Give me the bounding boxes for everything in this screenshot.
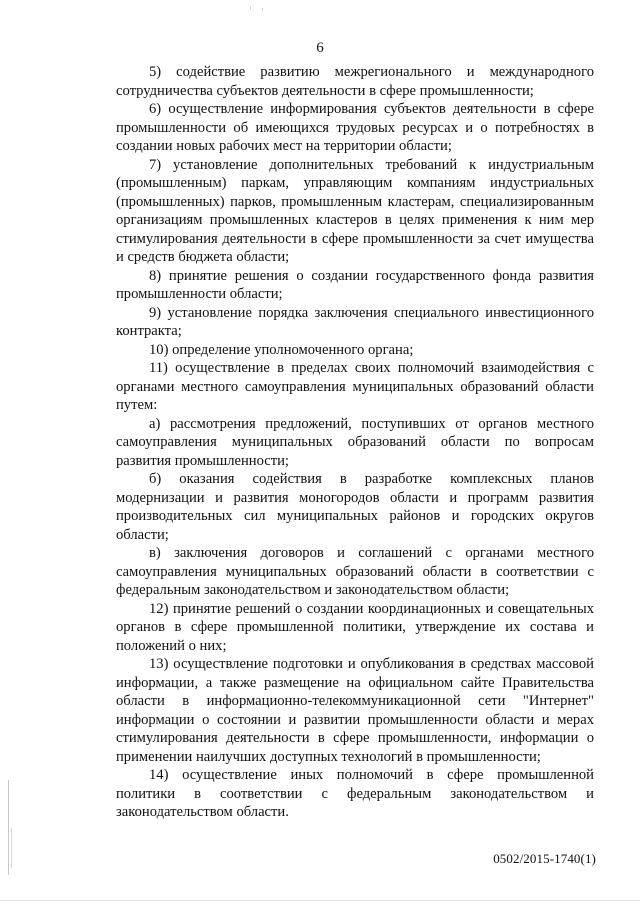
paragraph-item-7: 7) установление дополнительных требований к индустриальным (промышленным) паркам, управляющим компаниям индустриальных (промышленных) парков, промышленным кластерам, специализированным организациям промышленных кластеров в целях применения к ним мер стимулирования деятельности в сфере промышленности за счет имущества и средств бюджета области;: [116, 156, 594, 265]
page-number: 6: [316, 40, 324, 56]
paragraph-item-9: 9) установление порядка заключения специального инвестиционного контракта;: [116, 304, 594, 339]
document-body: [116, 63, 594, 822]
paragraph-item-6: 6) осуществление информирования субъектов деятельности в сфере промышленности об имеющихся трудовых ресурсах и о потребностях в создании новых рабочих мест на территории области;: [116, 101, 594, 154]
paragraph-item-12: 12) принятие решений о создании координационных и совещательных органов в сфере промышленной политики, утверждение их состава и положений о них;: [116, 600, 594, 654]
scan-edge: [0, 900, 640, 901]
scan-artifact: [11, 828, 12, 868]
paragraph-item-13: 13) осуществление подготовки и опубликования в средствах массовой информации, а также размещение на официальном сайте Правительства области в информационно-телекоммуникационной сети "Интернет" информации о состоянии и развитии промышленности области и мерах стимулирования деятельности в сфере промышленности, информации о применении наилучших доступных технологий в промышленности;: [116, 656, 594, 765]
paragraph-item-8: 8) принятие решения о создании государственного фонда развития промышленности области;: [116, 267, 594, 302]
scan-artifact: [250, 6, 251, 10]
paragraph-item-5: 5) содействие развитию межрегионального и международного сотрудничества субъектов деятельности в сфере промышленности;: [116, 64, 594, 99]
paragraph-item-10: 10) определение уполномоченного органа;: [149, 341, 414, 358]
paragraph-item-11: 11) осуществление в пределах своих полномочий взаимодействия с органами местного самоуправления муниципальных образований области путем:: [116, 360, 594, 413]
paragraph-subitem-v: в) заключения договоров и соглашений с органами местного самоуправления муниципальных образований области в соответствии с федеральным законодательством и законодательством области;: [116, 545, 594, 598]
scan-artifact: [8, 780, 9, 875]
paragraph-item-14: 14) осуществление иных полномочий в сфере промышленной политики в соответствии с федеральным законодательством и законодательством области.: [116, 767, 594, 820]
paragraph-subitem-a: а) рассмотрения предложений, поступивших от органов местного самоуправления муниципальных образований области по вопросам развития промышленности;: [116, 415, 594, 469]
scan-artifact: [262, 8, 263, 11]
document-code: 0502/2015-1740(1): [493, 851, 596, 866]
paragraph-subitem-b: б) оказания содействия в разработке комплексных планов модернизации и развития моногородов области и программ развития производительных сил муниципальных районов и городских округов области;: [116, 471, 594, 543]
